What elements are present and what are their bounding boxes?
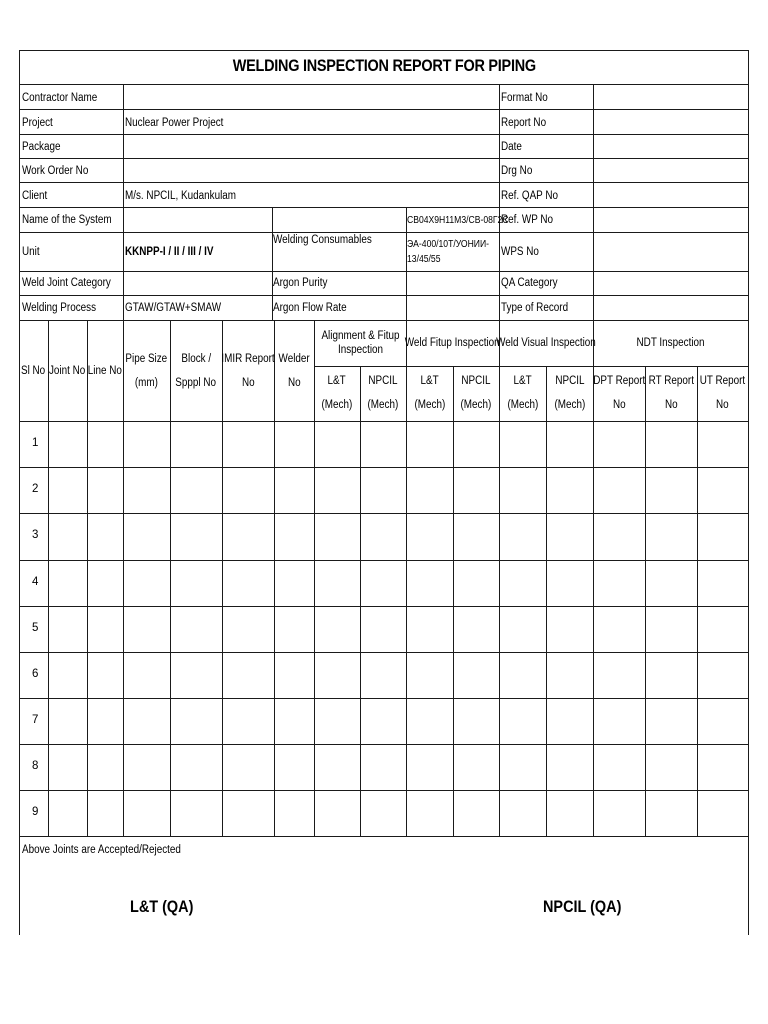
grid-line [19, 513, 749, 514]
row-number: 1 [32, 437, 39, 449]
welding-process-label: Welding Process [22, 302, 97, 314]
unit-label: Unit [22, 246, 40, 258]
grid-line [19, 50, 749, 51]
grid-line [19, 158, 749, 159]
client-value: M/s. NPCIL, Kudankulam [125, 190, 237, 202]
col-welder: Welder No [278, 353, 310, 389]
col-line-no: Line No [87, 364, 123, 377]
col-sl-no: Sl No [21, 364, 46, 377]
argon-purity-label: Argon Purity [273, 277, 328, 289]
report-title: WELDING INSPECTION REPORT FOR PIPING [232, 56, 536, 75]
welding-consumables-label: Welding Consumables [273, 234, 372, 246]
grid-line [19, 744, 749, 745]
row-number: 8 [32, 760, 39, 772]
grid-line [19, 836, 749, 837]
grid-line [19, 698, 749, 699]
grid-line [593, 84, 594, 321]
project-label: Project [22, 117, 53, 129]
row-number: 2 [32, 483, 39, 495]
grid-line [19, 84, 749, 85]
lt-qa-signature-label: L&T (QA) [130, 897, 194, 916]
group-weld-fitup: Weld Fitup Inspection [405, 337, 500, 349]
col-block: Block / Spppl No [175, 353, 217, 389]
subheader-dpt_1: DPT Report No [592, 375, 646, 411]
ref-wp-label: Ref. WP No [501, 214, 554, 226]
npcil-qa-signature-label: NPCIL (QA) [543, 897, 622, 916]
contractor-name-label: Contractor Name [22, 92, 98, 104]
consumable-electrode-line1: ЭА-400/10Т/УОНИИ- [407, 239, 490, 250]
col-imir-report: IMIR Report No [221, 353, 275, 389]
client-label: Client [22, 190, 48, 202]
grid-line [19, 109, 749, 110]
consumable-wire: СВ04Х9Н11М3/СВ-08Г2С [407, 215, 509, 226]
row-number: 6 [32, 668, 39, 680]
grid-line [170, 320, 171, 837]
argon-flow-rate-label: Argon Flow Rate [273, 302, 347, 314]
grid-line [274, 320, 275, 837]
row-number: 5 [32, 622, 39, 634]
subheader-lt: L&T (Mech) [321, 375, 353, 411]
report-no-label: Report No [501, 117, 547, 129]
type-of-record-label: Type of Record [501, 302, 569, 314]
date-label: Date [501, 141, 522, 153]
ref-qap-label: Ref. QAP No [501, 190, 558, 202]
grid-line [19, 560, 749, 561]
group-alignment-fitup: Alignment & Fitup Inspection [320, 330, 400, 356]
work-order-label: Work Order No [22, 165, 89, 177]
grid-line [19, 295, 749, 296]
row-number: 3 [32, 529, 39, 541]
grid-line [19, 421, 749, 422]
grid-line [19, 790, 749, 791]
grid-line [19, 652, 749, 653]
subheader-lt: L&T (Mech) [507, 375, 538, 411]
row-number: 4 [32, 576, 39, 588]
grid-line [19, 182, 749, 183]
col-joint-no: Joint No [49, 364, 86, 377]
grid-line [123, 84, 124, 321]
weld-joint-category-label: Weld Joint Category [22, 277, 111, 289]
project-value: Nuclear Power Project [125, 117, 224, 129]
grid-line [19, 467, 749, 468]
subheader-npcil: NPCIL (Mech) [367, 375, 399, 411]
row-number: 9 [32, 806, 39, 818]
grid-line [499, 84, 500, 321]
acceptance-statement: Above Joints are Accepted/Rejected [22, 844, 181, 856]
subheader-npcil: NPCIL (Mech) [460, 375, 492, 411]
grid-line [19, 207, 749, 208]
col-pipe-size: Pipe Size (mm) [125, 353, 168, 389]
format-no-label: Format No [501, 92, 548, 104]
system-name-label: Name of the System [22, 214, 112, 226]
grid-line [314, 366, 749, 367]
package-label: Package [22, 141, 61, 153]
drg-no-label: Drg No [501, 165, 533, 177]
grid-line [222, 320, 223, 837]
consumable-electrode-line2: 13/45/55 [407, 254, 441, 265]
grid-line [123, 320, 124, 837]
grid-line [19, 606, 749, 607]
inspection-report-sheet [19, 50, 748, 934]
qa-category-label: QA Category [501, 277, 558, 289]
unit-value: KKNPP-I / II / III / IV [125, 246, 214, 258]
grid-line [19, 271, 749, 272]
group-weld-visual: Weld Visual Inspection [496, 337, 596, 349]
wps-no-label: WPS No [501, 246, 539, 258]
row-number: 7 [32, 714, 39, 726]
subheader-ut_1: UT Report No [699, 375, 746, 411]
welding-process-value: GTAW/GTAW+SMAW [125, 302, 222, 314]
subheader-npcil: NPCIL (Mech) [554, 375, 585, 411]
grid-line [19, 134, 749, 135]
subheader-lt: L&T (Mech) [414, 375, 445, 411]
subheader-rt_1: RT Report No [648, 375, 694, 411]
group-ndt: NDT Inspection [636, 337, 705, 349]
